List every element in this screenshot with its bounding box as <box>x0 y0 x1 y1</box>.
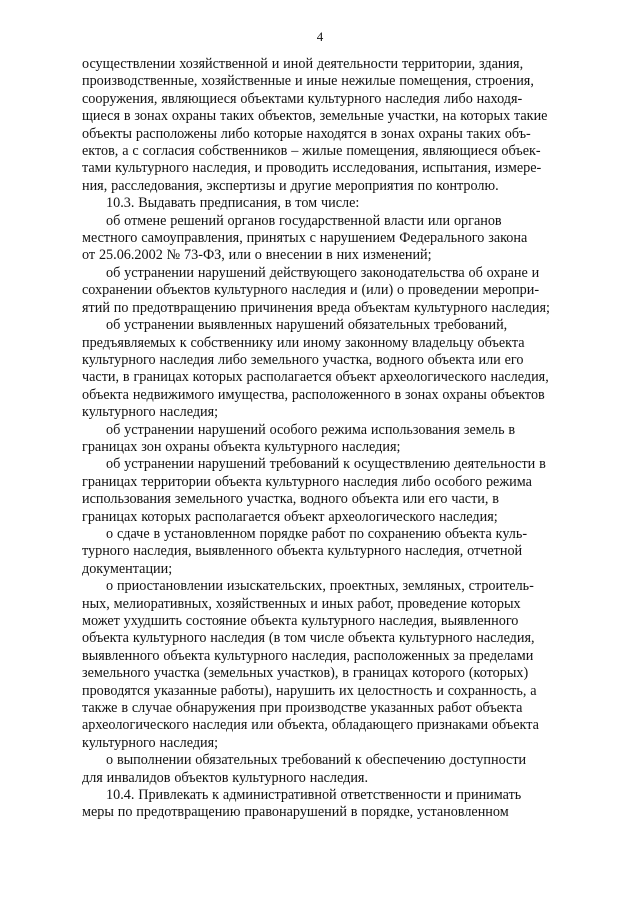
paragraph-works-handover: о сдаче в установленном порядке работ по сохранению объекта куль- турного наследия, выявленного объекта культурного наследия, отчетной документации; <box>82 525 528 577</box>
paragraph-10-4: 10.4. Привлекать к административной ответственности и принимать меры по предотвращению правонарушений в порядке, установленном <box>82 787 522 821</box>
paragraph-works-suspension: о приостановлении изыскательских, проектных, земляных, строитель- ных, мелиоративных, хозяйственных и иных работ, проведение которых может ухудшить состояние объекта культурного наследия, выявленного объекта культурного наследия (в том числе объекта культурного наследия, выявленного объекта культурного наследия, расположенных за пределами земельного участка (земельных участков), в границах которого (которых) проводятся указанные работы), нарушить их целостность и сохранность, а также в случае обнаружения при производстве указанных работ объекта археологического наследия или объекта, обладающего признаками объекта культурного наследия; <box>82 578 539 751</box>
page-number: 4 <box>316 29 324 44</box>
paragraph-eliminate-law-violations: об устранении нарушений действующего законодательства об охране и сохранении объектов культурного наследия и (или) о проведении меропри- ятий по предотвращению причинения вреда объектам культурного наследия; <box>82 264 550 316</box>
paragraph-special-land-use-regime: об устранении нарушений особого режима использования земель в границах зон охраны объекта культурного наследия; <box>82 421 516 455</box>
paragraph-continuation: осуществлении хозяйственной и иной деятельности территории, здания, производственные, хозяйственные и иные нежилые помещения, строения, сооружения, являющиеся объектами культурного наследия либо находя- щиеся в зонах охраны таких объектов, земельные участки, на которых такие объекты расположены либо которые находятся в зонах охраны таких объ- ектов, а с согласия собственников – жилые помещения, являющиеся объек- тами культурного наследия, и проводить исследования, испытания, измере- ния, расследования, экспертизы и другие мероприятия по контролю. <box>82 56 548 194</box>
paragraph-accessibility-requirements: о выполнении обязательных требований к обеспечению доступности для инвалидов объектов культурного наследия. <box>82 752 527 786</box>
document-body <box>82 56 577 822</box>
paragraph-cancel-decisions: об отмене решений органов государственной власти или органов местного самоуправления, принятых с нарушением Федерального закона от 25.06.2002 № 73-ФЗ, или о внесении в них изменений; <box>82 212 528 264</box>
paragraph-10-3-heading: 10.3. Выдавать предписания, в том числе: <box>106 195 360 212</box>
paragraph-activity-requirements: об устранении нарушений требований к осуществлению деятельности в границах территории объекта культурного наследия либо особого режима использования земельного участка, водного объекта или его части, в границах которых располагается объект археологического наследия; <box>82 456 546 525</box>
paragraph-eliminate-mandatory-requirements: об устранении выявленных нарушений обязательных требований, предъявляемых к собственнику или иному законному владельцу объекта культурного наследия либо земельного участка, водного объекта или его части, в границах которых располагается объект археологического наследия, объекта недвижимого имущества, расположенного в зонах охраны объектов культурного наследия; <box>82 317 549 421</box>
